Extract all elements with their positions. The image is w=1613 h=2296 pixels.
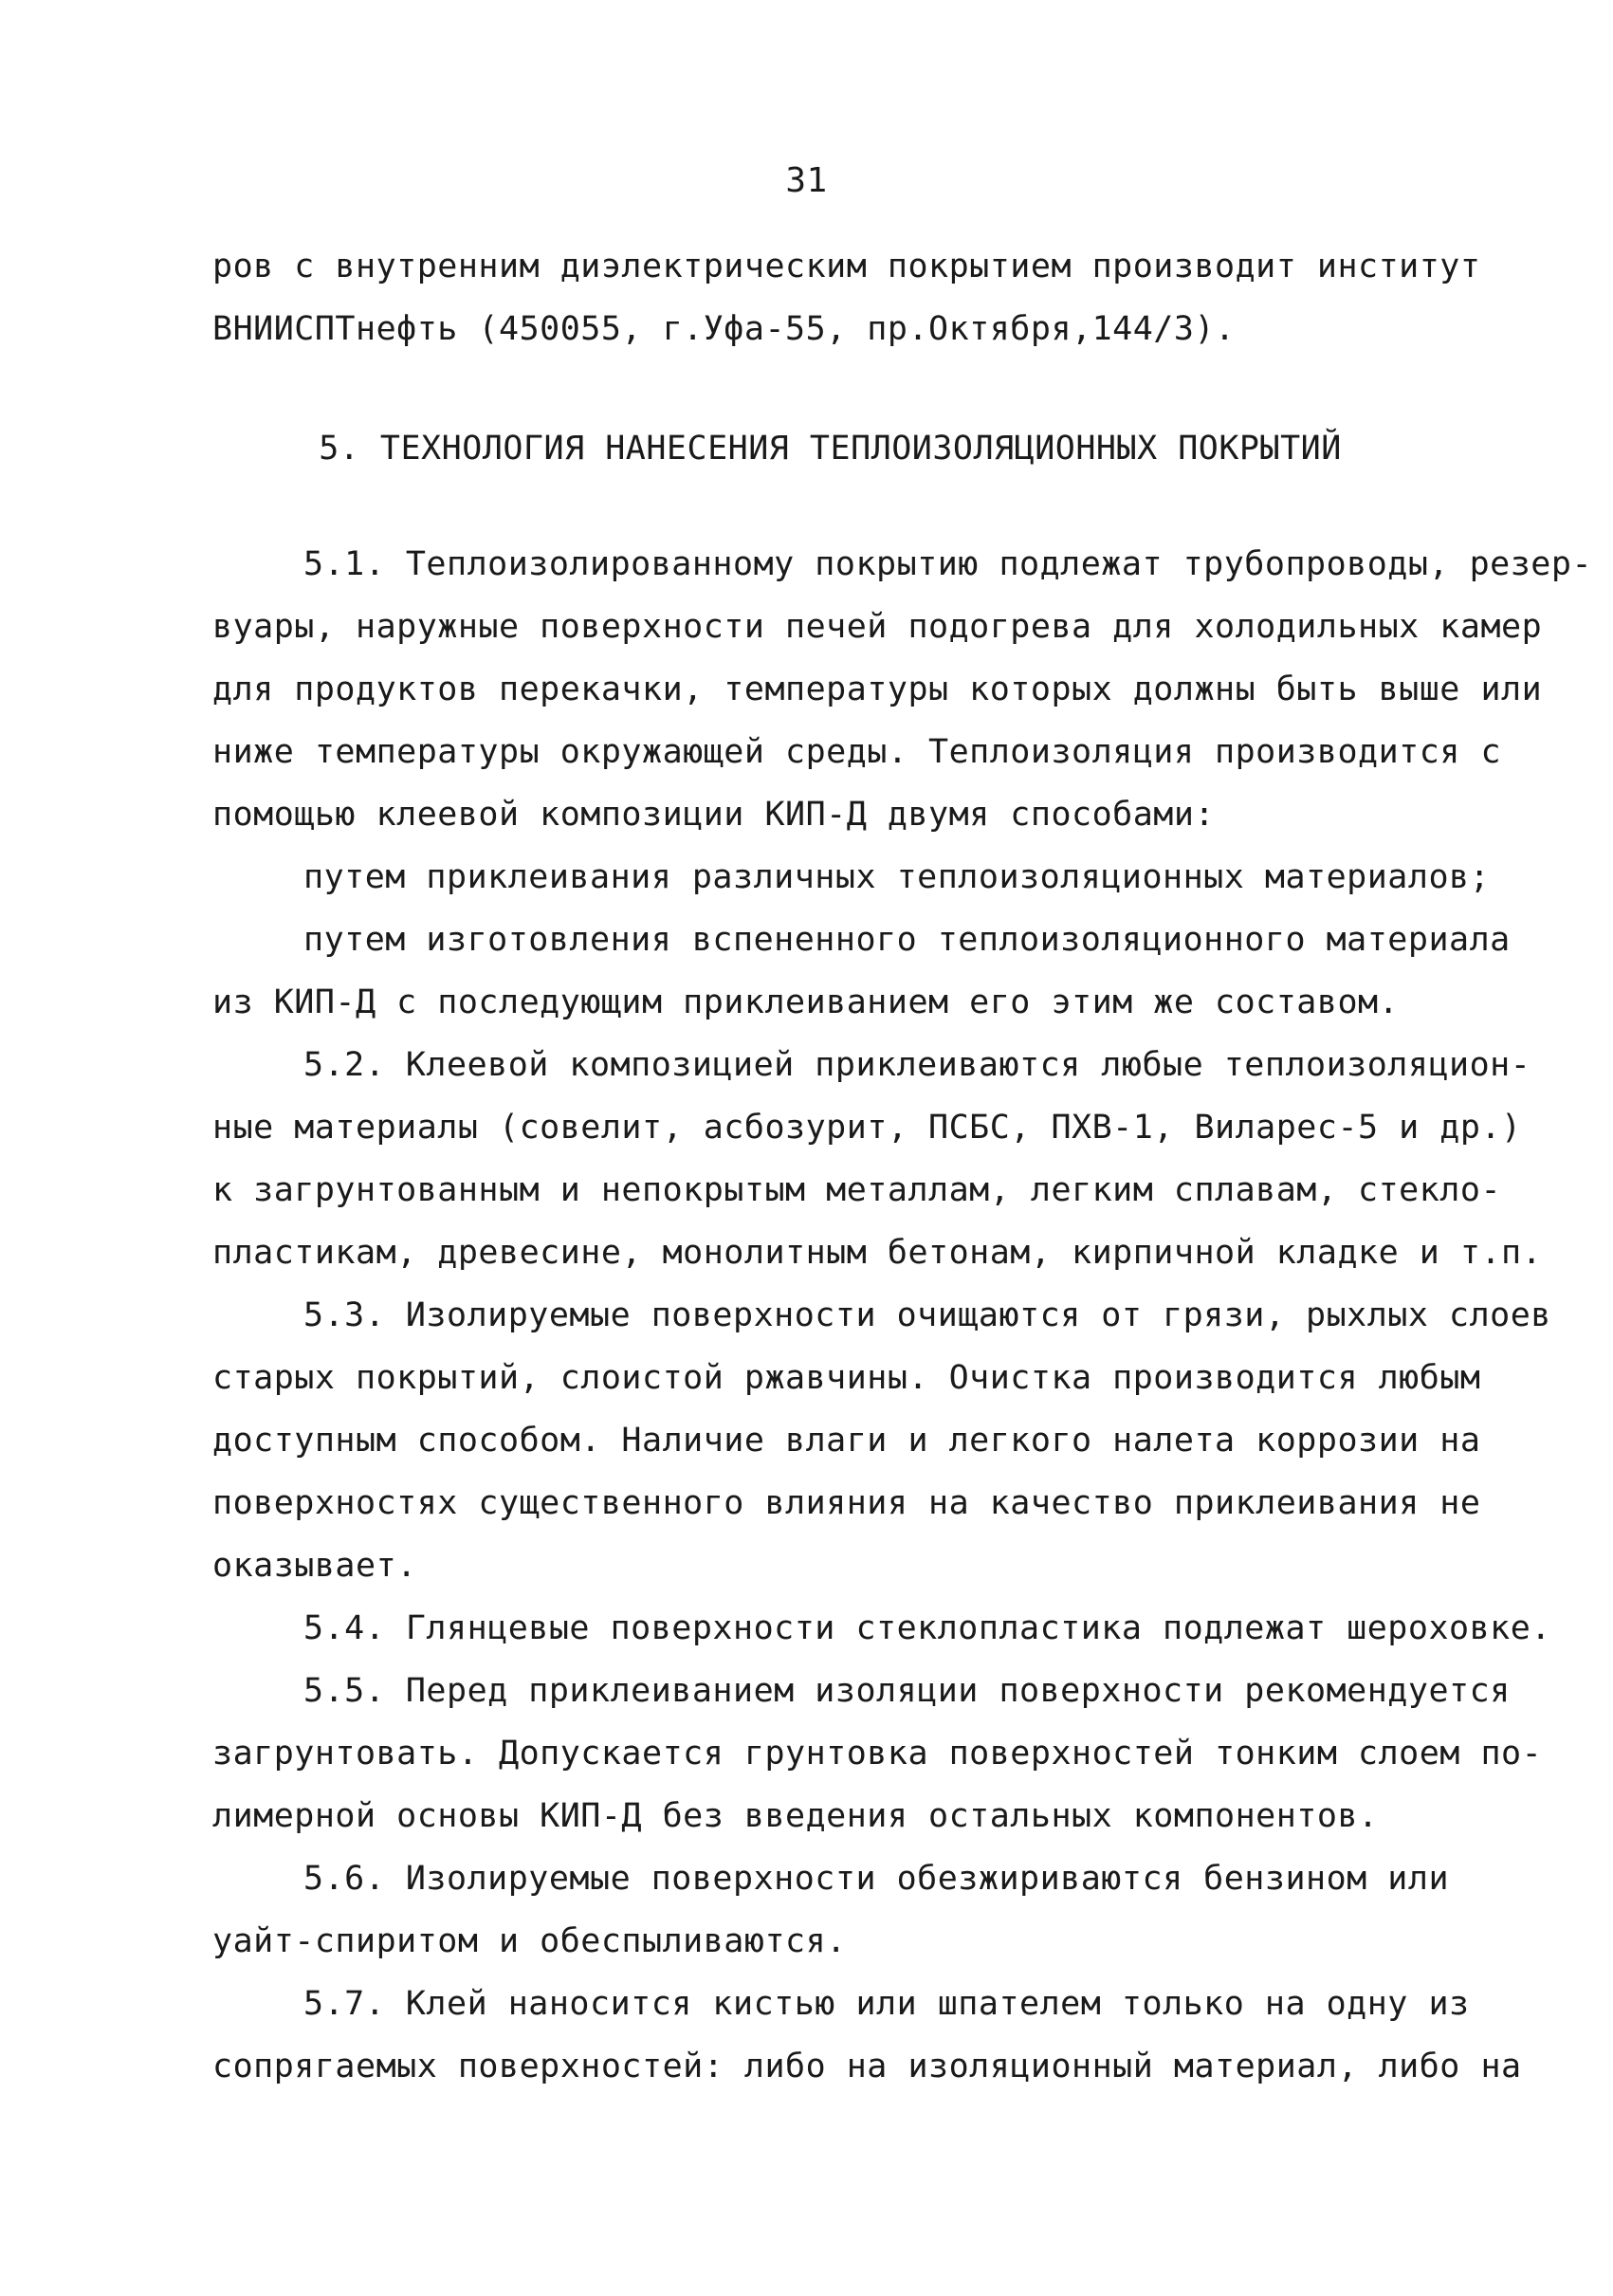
text-line: для продуктов перекачки, температуры которых должны быть выше или [212,670,1543,708]
paragraph-5-7-start: 5.7. Клей наносится кистью или шпателем только на одну из [303,1985,1470,2023]
page-number: 31 [785,161,828,200]
text-line: ВНИИСПТнефть (450055, г.Уфа-55, пр.Октября,144/3). [212,310,1236,348]
paragraph-5-4: 5.4. Глянцевые поверхности стеклопластика подлежат шероховке. [303,1609,1551,1647]
paragraph-5-1-start: 5.1. Теплоизолированному покрытию подлежат трубопроводы, резер- [303,545,1593,583]
text-line: ниже температуры окружающей среды. Теплоизоляция производится с [212,733,1502,771]
text-line: к загрунтованным и непокрытым металлам, легким сплавам, стекло- [212,1171,1502,1209]
text-line: помощью клеевой композиции КИП-Д двумя способами: [212,796,1216,834]
text-line: вуары, наружные поверхности печей подогрева для холодильных камер [212,608,1543,646]
text-line: старых покрытий, слоистой ржавчины. Очистка производится любым [212,1359,1481,1397]
text-line: из КИП-Д с последующим приклеиванием его этим же составом. [212,983,1400,1021]
text-line: путем приклеивания различных теплоизоляционных материалов; [303,858,1491,896]
section-heading: 5. ТЕХНОЛОГИЯ НАНЕСЕНИЯ ТЕПЛОИЗОЛЯЦИОННЫХ ПОКРЫТИЙ [319,430,1342,468]
text-line: загрунтовать. Допускается грунтовка поверхностей тонким слоем по- [212,1735,1543,1773]
text-line: оказывает. [212,1547,417,1585]
text-line: ров с внутренним диэлектрическим покрытием производит институт [212,248,1481,285]
paragraph-5-3-start: 5.3. Изолируемые поверхности очищаются от грязи, рыхлых слоев [303,1296,1551,1334]
paragraph-5-5-start: 5.5. Перед приклеиванием изоляции поверхности рекомендуется [303,1672,1511,1710]
text-line: уайт-спиритом и обеспыливаются. [212,1922,847,1960]
text-line: доступным способом. Наличие влаги и легкого налета коррозии на [212,1422,1481,1460]
paragraph-5-6-start: 5.6. Изолируемые поверхности обезжириваются бензином или [303,1860,1450,1898]
text-line: ные материалы (совелит, асбозурит, ПСБС, ПХВ-1, Виларес-5 и др.) [212,1109,1522,1147]
text-line: пластикам, древесине, монолитным бетонам, кирпичной кладке и т.п. [212,1234,1543,1272]
text-line: поверхностях существенного влияния на качество приклеивания не [212,1484,1481,1522]
text-line: лимерной основы КИП-Д без введения остальных компонентов. [212,1797,1379,1835]
text-line: путем изготовления вспененного теплоизоляционного материала [303,921,1511,959]
text-line: сопрягаемых поверхностей: либо на изоляционный материал, либо на [212,2048,1522,2085]
paragraph-5-2-start: 5.2. Клеевой композицией приклеиваются любые теплоизоляцион- [303,1046,1531,1084]
